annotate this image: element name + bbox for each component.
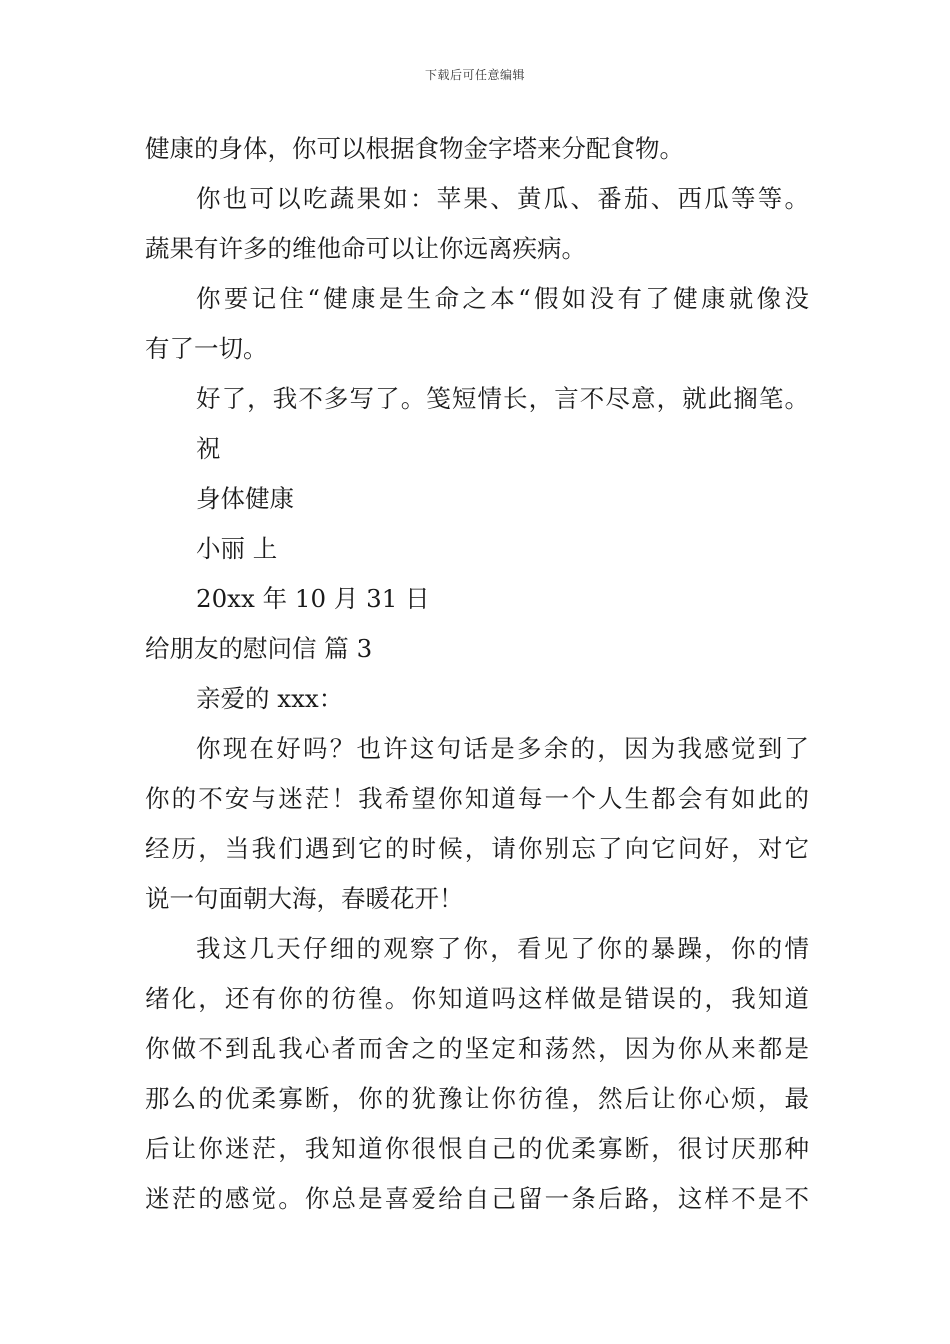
text-line: 20xx 年 10 月 31 日	[196, 584, 430, 613]
document-body	[145, 124, 809, 1224]
text-line: 那么的优柔寡断，你的犹豫让你彷徨，然后让你心烦，最	[145, 1084, 809, 1113]
text-line: 你要记住“健康是生命之本“假如没有了健康就像没	[196, 284, 809, 313]
text-line: 绪化，还有你的彷徨。你知道吗这样做是错误的，我知道	[145, 984, 809, 1013]
text-line: 给朋友的慰问信 篇 3	[145, 634, 373, 663]
text-line: 有了一切。	[145, 334, 268, 363]
text-line: 身体健康	[196, 484, 294, 513]
text-line: 后让你迷茫，我知道你很恨自己的优柔寡断，很讨厌那种	[145, 1134, 809, 1163]
text-line: 说一句面朝大海，春暖花开！	[145, 884, 464, 913]
text-line: 迷茫的感觉。你总是喜爱给自己留一条后路，这样不是不	[145, 1184, 809, 1213]
text-line: 你做不到乱我心者而舍之的坚定和荡然，因为你从来都是	[145, 1034, 809, 1063]
text-line: 健康的身体，你可以根据食物金字塔来分配食物。	[145, 134, 684, 163]
text-line: 好了，我不多写了。笺短情长，言不尽意，就此搁笔。	[196, 384, 809, 413]
text-line: 祝	[196, 434, 221, 463]
text-line: 你现在好吗？也许这句话是多余的，因为我感觉到了	[196, 734, 809, 763]
text-line: 你也可以吃蔬果如：苹果、黄瓜、番茄、西瓜等等。	[196, 184, 809, 213]
text-line: 亲爱的 xxx：	[196, 684, 344, 713]
page-header: 下载后可任意编辑	[424, 68, 525, 82]
text-line: 蔬果有许多的维他命可以让你远离疾病。	[145, 234, 586, 263]
text-line: 我这几天仔细的观察了你，看见了你的暴躁，你的情	[196, 934, 809, 963]
text-line: 小丽 上	[196, 534, 278, 563]
text-line: 你的不安与迷茫！我希望你知道每一个人生都会有如此的	[145, 784, 809, 813]
text-line: 经历，当我们遇到它的时候，请你别忘了向它问好，对它	[145, 834, 809, 863]
